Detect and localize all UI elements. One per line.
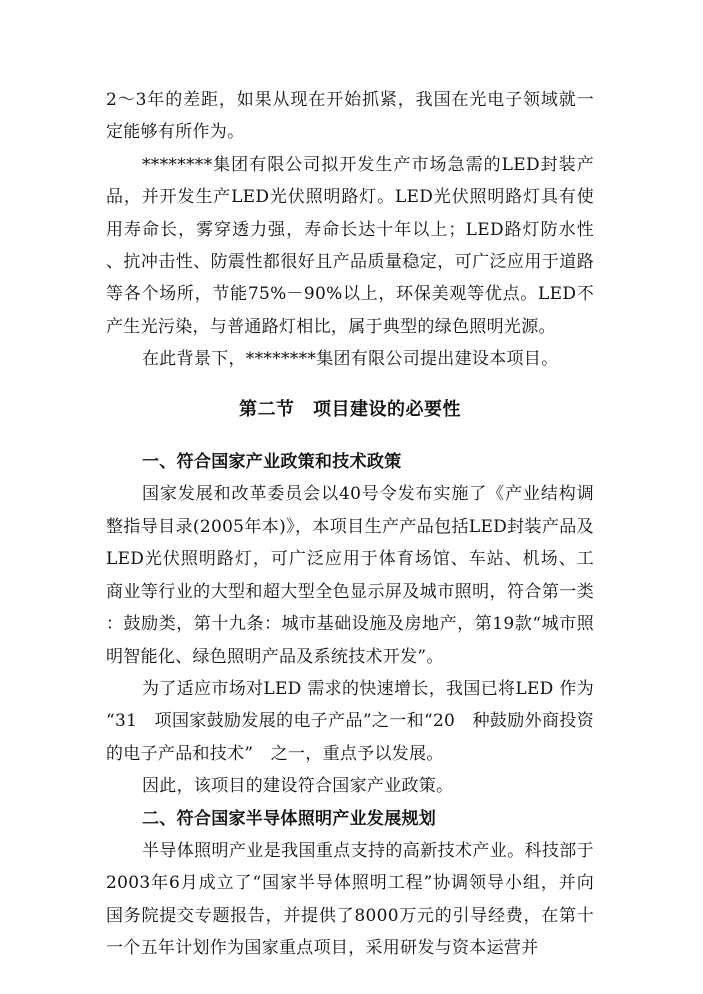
paragraph-semiconductor-lighting: 半导体照明产业是我国重点支持的高新技术产业。科技部于2003年6月成立了“国家半导体照明工程”协调领导小组，并向国务院提交专题报告，并提供了8000万元的引导经费，在第十一个五年计划作为国家重点项目，采用研发与资本运营并 bbox=[106, 840, 594, 959]
paragraph-intro-continuation: 2～3年的差距，如果从现在开始抓紧，我国在光电子领域就一定能够有所作为。 bbox=[106, 90, 594, 143]
subsection-heading-policy: 一、符合国家产业政策和技术政策 bbox=[142, 452, 402, 473]
document-page bbox=[106, 84, 594, 965]
paragraph-project-background: 在此背景下，********集团有限公司提出建设本项目。 bbox=[142, 349, 559, 370]
paragraph-company-led-products: ********集团有限公司拟开发生产市场急需的LED封装产品，并开发生产LED光伏照明路灯。LED光伏照明路灯具有使用寿命长，雾穿透力强，寿命长达十年以上；LED路灯防水性、抗冲击性、防震性都很好且产品质量稳定，可广泛应用于道路等各个场所，节能75%－90%以上，环保美观等优点。LED不产生光污染，与普通路灯相比，属于典型的绿色照明光源。 bbox=[106, 154, 594, 337]
paragraph-policy-encouraged-products: 为了适应市场对LED 需求的快速增长，我国已将LED 作为“31 项国家鼓励发展的电子产品”之一和“20 种鼓励外商投资的电子产品和技术” 之一，重点予以发展。 bbox=[106, 678, 594, 764]
paragraph-policy-catalog: 国家发展和改革委员会以40号令发布实施了《产业结构调整指导目录(2005年本)》，本项目生产产品包括LED封装产品及LED光伏照明路灯，可广泛应用于体育场馆、车站、机场、工商业等行业的大型和超大型全色显示屏及城市照明，符合第一类：鼓励类，第十九条：城市基础设施及房地产，第19款“城市照明智能化、绿色照明产品及系统技术开发”。 bbox=[106, 484, 594, 667]
subsection-heading-semiconductor-plan: 二、符合国家半导体照明产业发展规划 bbox=[142, 808, 437, 829]
paragraph-policy-conclusion: 因此，该项目的建设符合国家产业政策。 bbox=[142, 776, 454, 797]
section-title: 第二节 项目建设的必要性 bbox=[239, 398, 461, 420]
